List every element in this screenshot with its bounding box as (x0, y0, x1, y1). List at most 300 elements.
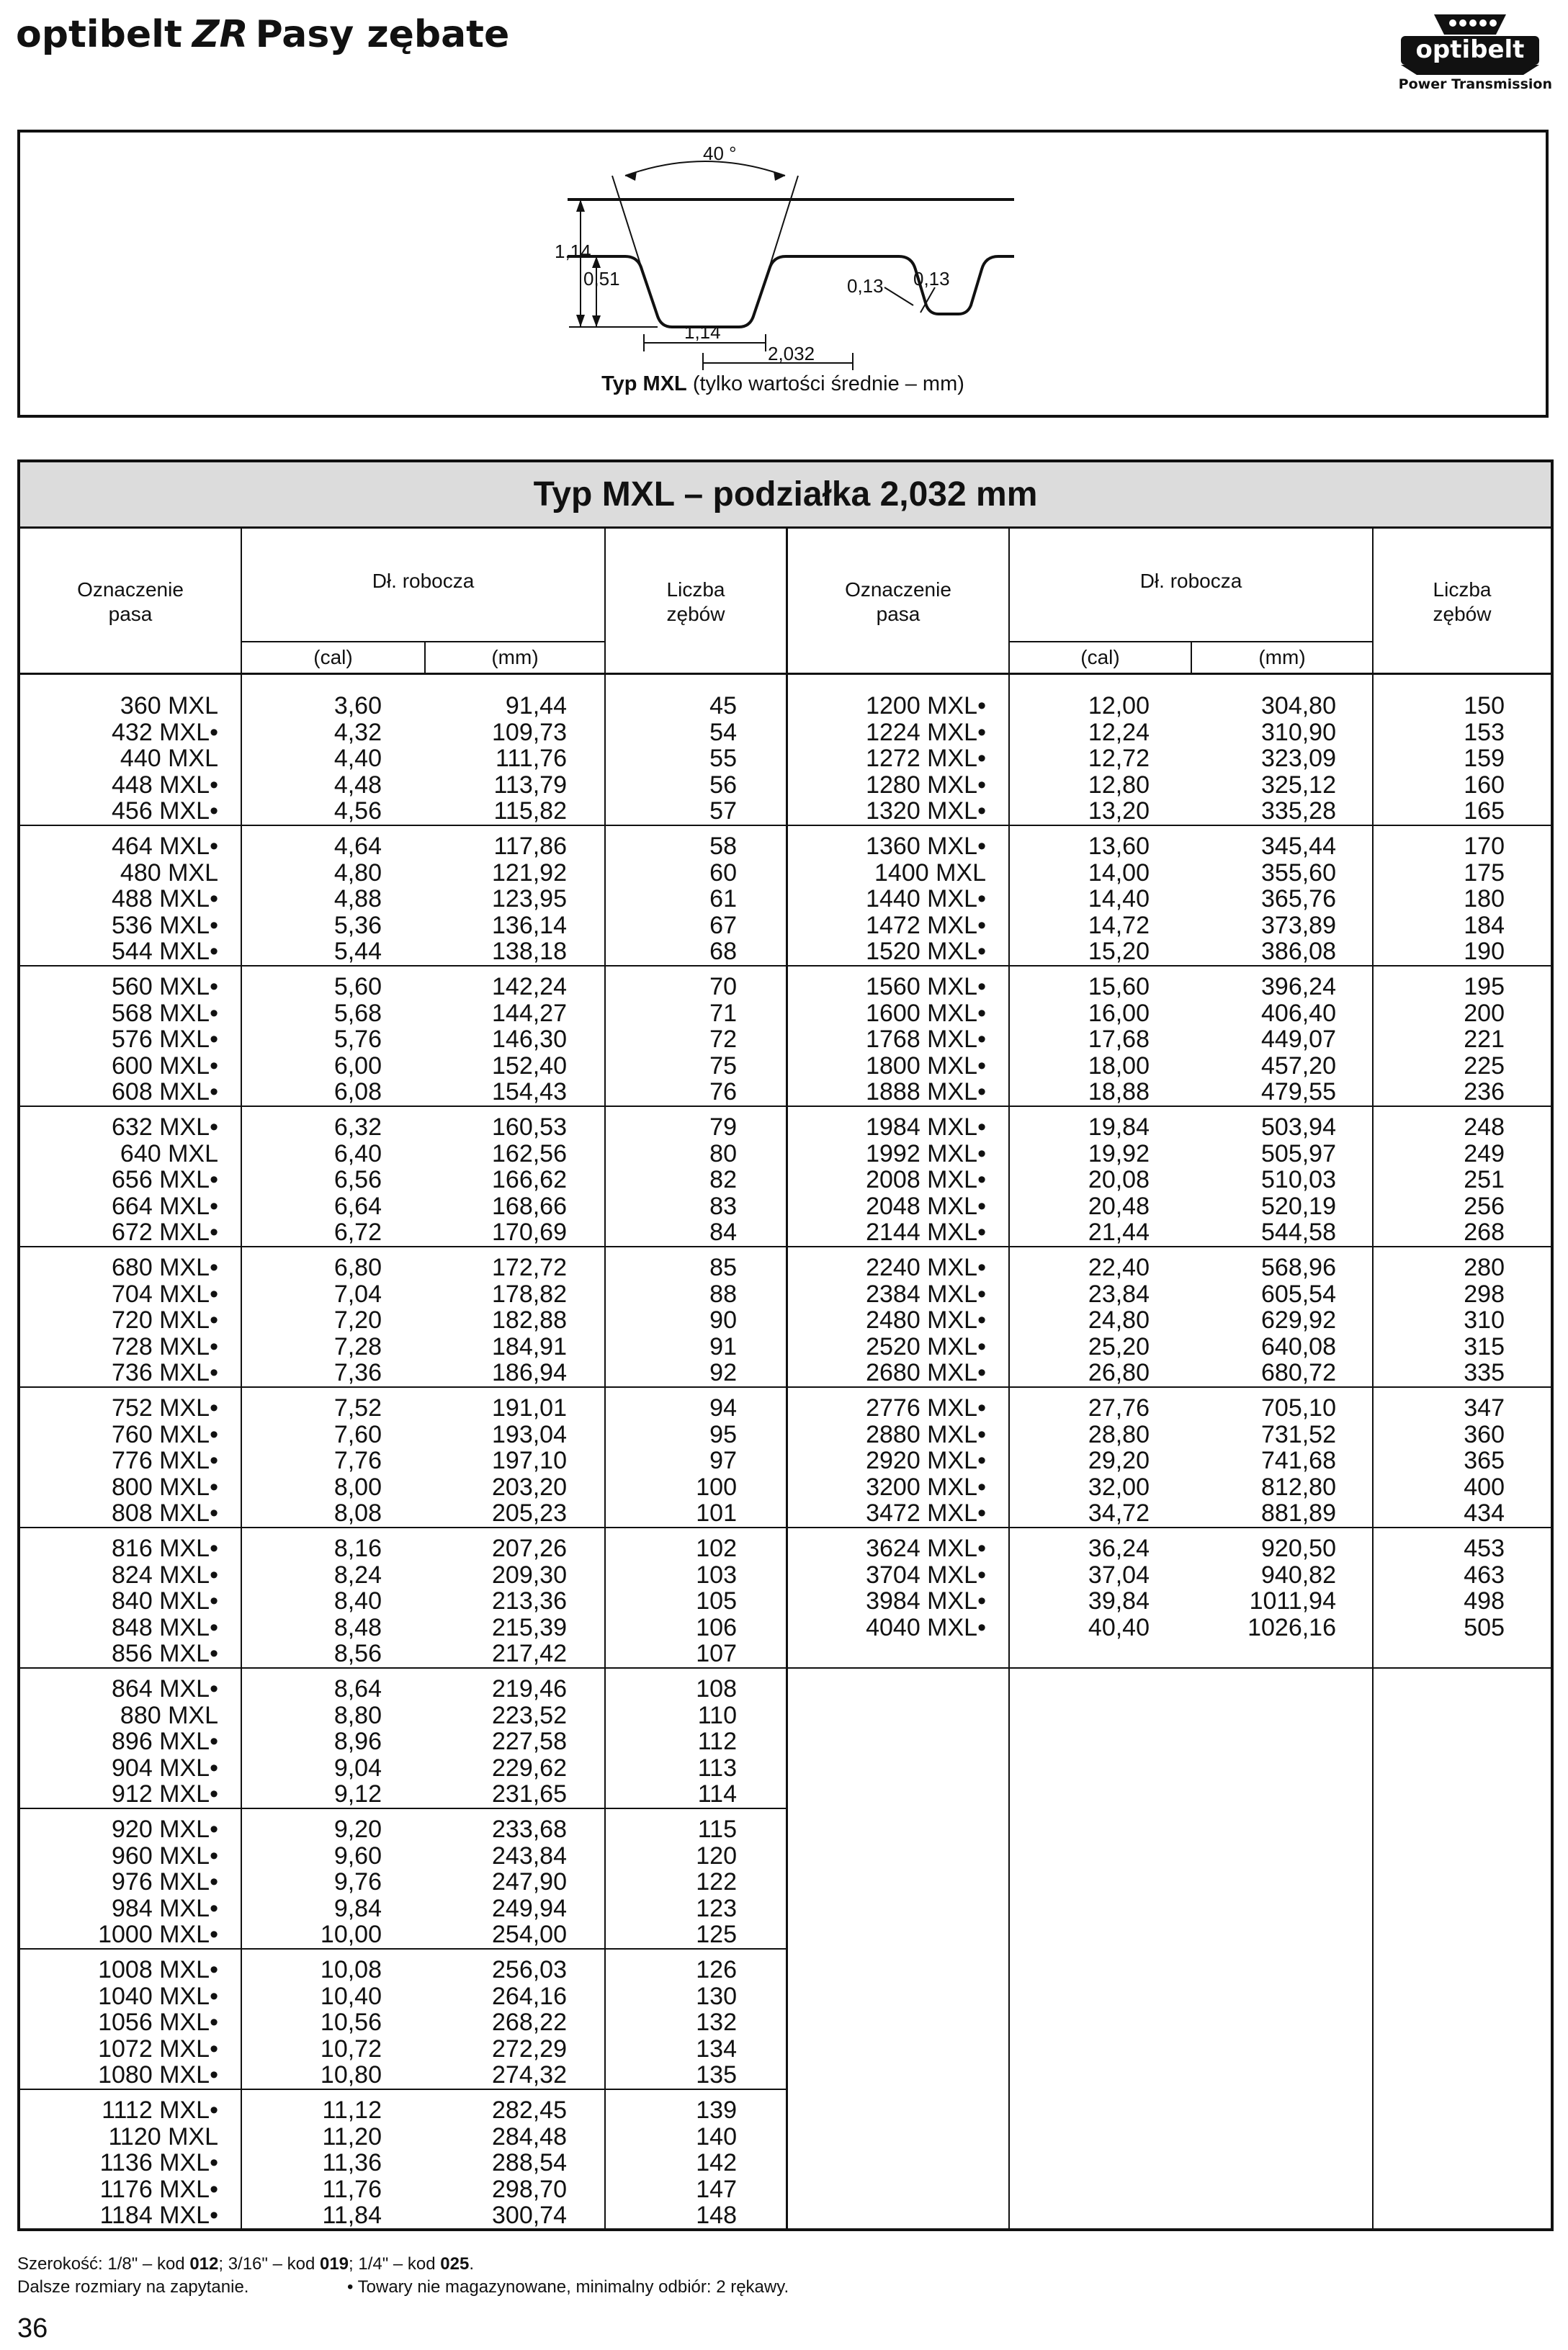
length-mm: 152,40 (492, 1051, 567, 1080)
table-row (20, 1816, 1551, 1842)
length-inches: 5,60 (333, 973, 382, 1000)
header-length-left: Dł. robocza (372, 570, 475, 592)
teeth-count: 120 (696, 1842, 737, 1870)
belt-designation: 536 MXL• (112, 911, 218, 939)
belt-designation: 1080 MXL• (98, 2061, 218, 2089)
length-inches: 9,76 (333, 1868, 382, 1896)
belt-designation: 1280 MXL• (866, 771, 986, 799)
table-row (20, 1255, 1551, 1281)
product-line: ZR (192, 13, 248, 56)
width-note-text-2: ; 3/16" – kod (218, 2254, 320, 2274)
length-inches: 19,92 (1088, 1139, 1150, 1167)
length-mm: 186,94 (492, 1359, 567, 1386)
length-mm: 247,90 (492, 1868, 567, 1896)
length-inches: 18,00 (1088, 1051, 1150, 1080)
length-mm: 264,16 (492, 1982, 567, 2010)
teeth-count: 400 (1464, 1473, 1505, 1501)
group-separator (20, 1948, 786, 1950)
length-mm: 1011,94 (1249, 1587, 1336, 1615)
teeth-count: 298 (1464, 1280, 1505, 1308)
length-mm: 227,58 (492, 1728, 567, 1755)
length-mm: 191,01 (492, 1394, 567, 1422)
length-inches: 9,60 (333, 1842, 382, 1870)
teeth-count: 85 (709, 1254, 737, 1281)
teeth-count: 125 (696, 1921, 737, 1948)
table-row (20, 1474, 1551, 1500)
length-mm: 731,52 (1261, 1420, 1336, 1448)
teeth-count: 134 (696, 2035, 737, 2063)
length-mm: 705,10 (1261, 1394, 1336, 1422)
length-mm: 203,20 (492, 1473, 567, 1501)
teeth-count: 280 (1464, 1254, 1505, 1281)
length-inches: 9,20 (333, 1816, 382, 1843)
header-teeth-right (1374, 578, 1551, 627)
table-row (20, 745, 1551, 771)
length-inches: 12,00 (1088, 692, 1150, 719)
length-inches: 6,32 (333, 1113, 382, 1141)
teeth-count: 113 (697, 1754, 737, 1782)
length-inches: 12,80 (1088, 771, 1150, 799)
length-inches: 12,24 (1088, 718, 1150, 746)
length-inches: 16,00 (1088, 999, 1150, 1027)
belt-designation: 800 MXL• (112, 1473, 218, 1501)
belt-designation: 1008 MXL• (98, 1956, 218, 1983)
table-row (20, 719, 1551, 745)
length-mm: 142,24 (492, 973, 567, 1000)
header-designation-left (20, 578, 241, 627)
length-inches: 4,32 (333, 718, 382, 746)
group-separator (20, 1527, 786, 1528)
header-designation-right (788, 578, 1008, 627)
teeth-count: 55 (709, 745, 737, 772)
belt-designation: 2520 MXL• (866, 1332, 986, 1360)
table-title: Typ MXL – podziałka 2,032 mm (20, 462, 1551, 529)
teeth-count: 115 (697, 1816, 737, 1843)
table-row (20, 1053, 1551, 1079)
table-row (20, 1615, 1551, 1641)
belt-designation: 728 MXL• (112, 1332, 218, 1360)
width-note-text-3: ; 1/4" – kod (349, 2254, 441, 2274)
teeth-count: 147 (696, 2175, 737, 2203)
belt-designation: 2240 MXL• (866, 1254, 986, 1281)
diagram-caption-type: Typ MXL (601, 372, 687, 395)
belt-designation: 576 MXL• (112, 1026, 218, 1053)
teeth-count: 165 (1464, 797, 1505, 825)
belt-designation: 3984 MXL• (866, 1587, 986, 1615)
belt-designation: 1056 MXL• (98, 2009, 218, 2036)
length-mm: 109,73 (492, 718, 567, 746)
belt-designation: 736 MXL• (112, 1359, 218, 1386)
group-separator (20, 2089, 786, 2090)
teeth-count: 83 (709, 1192, 737, 1220)
length-inches: 14,72 (1088, 911, 1150, 939)
length-inches: 5,76 (333, 1026, 382, 1053)
length-mm: 256,03 (492, 1956, 567, 1983)
length-inches: 10,08 (320, 1956, 382, 1983)
teeth-count: 100 (696, 1473, 737, 1501)
length-inches: 4,56 (333, 797, 382, 825)
belt-designation: 816 MXL• (112, 1535, 218, 1562)
angle-label: 40 ° (703, 143, 737, 164)
teeth-count: 84 (709, 1219, 737, 1246)
teeth-count: 102 (696, 1535, 737, 1562)
header-inches-left: (cal) (313, 646, 353, 668)
table-row (20, 2124, 1551, 2150)
teeth-count: 135 (696, 2061, 737, 2089)
length-inches: 13,20 (1088, 797, 1150, 825)
teeth-count: 60 (709, 858, 737, 887)
length-inches: 18,88 (1088, 1078, 1150, 1106)
belt-designation: 760 MXL• (112, 1420, 218, 1448)
belt-designation: 1200 MXL• (866, 692, 986, 719)
teeth-count: 70 (709, 973, 737, 1000)
group-separator (20, 825, 786, 826)
table-row (20, 1562, 1551, 1588)
length-mm: 406,40 (1261, 999, 1336, 1027)
group-separator (788, 965, 1551, 967)
header-designation-line1: Oznaczenie (845, 578, 951, 601)
teeth-count: 61 (709, 885, 737, 912)
teeth-count: 365 (1464, 1447, 1505, 1474)
length-inches: 10,72 (320, 2035, 382, 2063)
length-inches: 36,24 (1088, 1535, 1150, 1562)
length-mm: 170,69 (492, 1219, 567, 1246)
belt-designation: 440 MXL (120, 745, 218, 772)
length-inches: 6,56 (333, 1166, 382, 1193)
belt-size-table (17, 459, 1554, 2231)
belt-designation: 1888 MXL• (866, 1078, 986, 1106)
length-mm: 741,68 (1261, 1447, 1336, 1474)
header-length-right: Dł. robocza (1139, 570, 1242, 592)
teeth-count: 130 (696, 1982, 737, 2010)
group-separator (788, 1246, 1551, 1247)
teeth-count: 225 (1464, 1051, 1505, 1080)
length-mm: 920,50 (1261, 1535, 1336, 1562)
length-mm: 136,14 (492, 911, 567, 939)
length-inches: 4,80 (333, 858, 382, 887)
length-inches: 4,40 (333, 745, 382, 772)
belt-designation: 664 MXL• (112, 1192, 218, 1220)
length-mm: 355,60 (1261, 858, 1336, 887)
table-row (20, 2202, 1551, 2228)
belt-designation: 848 MXL• (112, 1613, 218, 1641)
length-mm: 209,30 (492, 1561, 567, 1589)
teeth-count: 80 (709, 1139, 737, 1167)
belt-designation: 2048 MXL• (866, 1192, 986, 1220)
length-mm: 207,26 (492, 1535, 567, 1562)
belt-designation: 720 MXL• (112, 1306, 218, 1334)
length-inches: 8,40 (333, 1587, 382, 1615)
radius-label-1: 0,13 (847, 275, 884, 297)
belt-designation: 824 MXL• (112, 1561, 218, 1589)
length-mm: 1026,16 (1247, 1613, 1336, 1641)
length-inches: 6,40 (333, 1139, 382, 1167)
teeth-count: 236 (1464, 1078, 1505, 1106)
length-inches: 22,40 (1088, 1254, 1150, 1281)
teeth-count: 71 (709, 999, 737, 1027)
belt-designation: 672 MXL• (112, 1219, 218, 1246)
belt-designation: 3472 MXL• (866, 1499, 986, 1527)
length-mm: 146,30 (492, 1026, 567, 1053)
table-row (20, 1500, 1551, 1526)
group-separator (788, 1106, 1551, 1107)
teeth-count: 97 (709, 1447, 737, 1474)
length-mm: 111,76 (496, 745, 567, 772)
length-mm: 162,56 (492, 1139, 567, 1167)
belt-designation: 856 MXL• (112, 1640, 218, 1667)
length-inches: 8,96 (333, 1728, 382, 1755)
tooth-width-label: 1,14 (684, 321, 721, 343)
length-inches: 4,64 (333, 833, 382, 860)
teeth-count: 221 (1464, 1026, 1505, 1053)
table-row (20, 1921, 1551, 1947)
table-row (20, 1843, 1551, 1869)
table-row (20, 1588, 1551, 1614)
teeth-count: 190 (1464, 938, 1505, 965)
brand-name: optibelt (16, 13, 182, 56)
belt-designation: 3200 MXL• (866, 1473, 986, 1501)
length-mm: 310,90 (1261, 718, 1336, 746)
logo-tagline: Power Transmission (1398, 76, 1552, 92)
header-teeth-line1: Liczba (1433, 578, 1492, 601)
teeth-count: 248 (1464, 1113, 1505, 1141)
group-separator (788, 1667, 1551, 1669)
length-mm: 229,62 (492, 1754, 567, 1782)
belt-designation: 920 MXL• (112, 1816, 218, 1843)
header-mm-right: (mm) (1258, 646, 1306, 668)
teeth-count: 315 (1464, 1332, 1505, 1360)
length-inches: 20,08 (1088, 1166, 1150, 1193)
length-inches: 6,72 (333, 1219, 382, 1246)
belt-designation: 840 MXL• (112, 1587, 218, 1615)
teeth-count: 45 (709, 692, 737, 719)
length-mm: 605,54 (1261, 1280, 1336, 1308)
table-row (20, 1193, 1551, 1219)
table-row (20, 2009, 1551, 2035)
belt-designation: 2480 MXL• (866, 1306, 986, 1334)
teeth-count: 150 (1464, 692, 1505, 719)
group-separator (20, 1246, 786, 1247)
teeth-count: 68 (709, 938, 737, 965)
teeth-count: 123 (696, 1894, 737, 1922)
table-row (20, 1448, 1551, 1474)
length-mm: 123,95 (492, 885, 567, 912)
header-mm-left: (mm) (491, 646, 539, 668)
length-mm: 505,97 (1261, 1139, 1336, 1167)
length-mm: 160,53 (492, 1113, 567, 1141)
belt-designation: 1320 MXL• (866, 797, 986, 825)
length-inches: 32,00 (1088, 1473, 1150, 1501)
length-mm: 386,08 (1261, 938, 1336, 965)
table-row (20, 1167, 1551, 1193)
teeth-count: 148 (696, 2202, 737, 2229)
table-row (20, 2176, 1551, 2202)
table-row (20, 974, 1551, 1000)
group-separator (20, 1808, 786, 1809)
belt-designation: 1440 MXL• (866, 885, 986, 912)
logo-emblem-icon (1386, 10, 1554, 76)
length-inches: 34,72 (1088, 1499, 1150, 1527)
length-inches: 21,44 (1088, 1219, 1150, 1246)
length-mm: 345,44 (1261, 833, 1336, 860)
table-row (20, 2062, 1551, 2088)
teeth-count: 463 (1464, 1561, 1505, 1589)
belt-designation: 960 MXL• (112, 1842, 218, 1870)
length-inches: 14,40 (1088, 885, 1150, 912)
length-mm: 335,28 (1261, 797, 1336, 825)
belt-designation: 456 MXL• (112, 797, 218, 825)
page-title (16, 13, 509, 56)
teeth-count: 94 (709, 1394, 737, 1422)
pitch-label: 2,032 (768, 343, 815, 364)
length-inches: 40,40 (1088, 1613, 1150, 1641)
footnote-line-2 (17, 2276, 789, 2299)
length-mm: 115,82 (493, 797, 567, 825)
table-row (20, 1676, 1551, 1702)
teeth-count: 132 (696, 2009, 737, 2036)
belt-designation: 2008 MXL• (866, 1166, 986, 1193)
more-sizes-note: Dalsze rozmiary na zapytanie. (17, 2277, 249, 2297)
belt-designation: 2880 MXL• (866, 1420, 986, 1448)
length-mm: 197,10 (492, 1447, 567, 1474)
length-mm: 282,45 (492, 2096, 567, 2124)
length-mm: 113,79 (493, 771, 567, 799)
length-inches: 7,60 (333, 1420, 382, 1448)
teeth-count: 268 (1464, 1219, 1505, 1246)
length-mm: 680,72 (1261, 1359, 1336, 1386)
belt-designation: 1360 MXL• (866, 833, 986, 860)
group-separator (20, 965, 786, 967)
length-mm: 182,88 (492, 1306, 567, 1334)
teeth-count: 67 (709, 911, 737, 939)
belt-designation: 608 MXL• (112, 1078, 218, 1106)
length-mm: 298,70 (492, 2175, 567, 2203)
table-row (20, 693, 1551, 719)
length-mm: 168,66 (492, 1192, 567, 1220)
teeth-count: 91 (709, 1332, 737, 1360)
table-row (20, 860, 1551, 886)
length-mm: 449,07 (1261, 1026, 1336, 1053)
table-row (20, 798, 1551, 824)
length-mm: 300,74 (492, 2202, 567, 2229)
belt-designation: 1984 MXL• (866, 1113, 986, 1141)
length-mm: 365,76 (1261, 885, 1336, 912)
length-inches: 5,68 (333, 999, 382, 1027)
group-separator (788, 1527, 1551, 1528)
non-stock-note: • Towary nie magazynowane, minimalny odbiór: 2 rękawy. (347, 2277, 789, 2297)
diagram-caption-note: (tylko wartości średnie – mm) (686, 372, 964, 395)
belt-designation: 912 MXL• (112, 1780, 218, 1808)
teeth-count: 72 (709, 1026, 737, 1053)
length-mm: 205,23 (492, 1499, 567, 1527)
length-inches: 10,56 (320, 2009, 382, 2036)
teeth-count: 310 (1464, 1306, 1505, 1334)
footnotes (17, 2253, 789, 2299)
mxl-tooth-profile-drawing (20, 133, 1551, 370)
depth-label: 0,51 (583, 268, 620, 290)
teeth-count: 112 (697, 1728, 737, 1755)
length-inches: 10,40 (320, 1982, 382, 2010)
header-teeth-line1: Liczba (666, 578, 725, 601)
length-inches: 10,00 (320, 1921, 382, 1948)
table-row (20, 1281, 1551, 1307)
table-row (20, 1781, 1551, 1807)
teeth-count: 88 (709, 1280, 737, 1308)
belt-designation: 4040 MXL• (866, 1613, 986, 1641)
length-mm: 373,89 (1261, 911, 1336, 939)
length-inches: 8,64 (333, 1675, 382, 1703)
group-separator (20, 1667, 786, 1669)
teeth-count: 140 (696, 2122, 737, 2151)
length-inches: 19,84 (1088, 1113, 1150, 1141)
belt-designation: 1472 MXL• (866, 911, 986, 939)
table-row (20, 1219, 1551, 1245)
belt-designation: 1224 MXL• (866, 718, 986, 746)
teeth-count: 75 (709, 1051, 737, 1080)
length-inches: 15,60 (1088, 973, 1150, 1000)
teeth-count: 249 (1464, 1139, 1505, 1167)
length-mm: 223,52 (492, 1701, 567, 1729)
length-inches: 6,00 (333, 1051, 382, 1080)
length-mm: 193,04 (492, 1420, 567, 1448)
teeth-count: 107 (696, 1640, 737, 1667)
teeth-count: 142 (696, 2149, 737, 2176)
group-separator (20, 1106, 786, 1107)
belt-designation: 360 MXL (120, 692, 218, 719)
length-mm: 219,46 (492, 1675, 567, 1703)
belt-designation: 864 MXL• (112, 1675, 218, 1703)
length-inches: 9,84 (333, 1894, 382, 1922)
teeth-count: 335 (1464, 1359, 1505, 1386)
length-inches: 6,64 (333, 1192, 382, 1220)
length-inches: 10,80 (320, 2061, 382, 2089)
belt-designation: 3624 MXL• (866, 1535, 986, 1562)
length-inches: 11,84 (322, 2202, 382, 2229)
table-row (20, 1422, 1551, 1448)
length-inches: 7,76 (333, 1447, 382, 1474)
length-inches: 11,36 (322, 2149, 382, 2176)
length-mm: 323,09 (1261, 745, 1336, 772)
belt-designation: 488 MXL• (112, 885, 218, 912)
length-inches: 27,76 (1088, 1394, 1150, 1422)
belt-designation: 808 MXL• (112, 1499, 218, 1527)
length-inches: 7,20 (333, 1306, 382, 1334)
page-header (16, 10, 1554, 97)
teeth-count: 160 (1464, 771, 1505, 799)
teeth-count: 105 (696, 1587, 737, 1615)
table-row (20, 1307, 1551, 1333)
belt-designation: 1120 MXL (108, 2122, 218, 2151)
table-row (20, 1395, 1551, 1421)
belt-designation: 1992 MXL• (866, 1139, 986, 1167)
group-separator (788, 1386, 1551, 1388)
length-inches: 25,20 (1088, 1332, 1150, 1360)
length-mm: 233,68 (492, 1816, 567, 1843)
teeth-count: 170 (1464, 833, 1505, 860)
length-mm: 812,80 (1261, 1473, 1336, 1501)
table-row (20, 1896, 1551, 1921)
belt-designation: 640 MXL (120, 1139, 218, 1167)
teeth-count: 56 (709, 771, 737, 799)
belt-designation: 1112 MXL• (102, 2096, 218, 2124)
width-note-text-4: . (469, 2254, 475, 2274)
radius-label-2: 0,13 (913, 268, 950, 290)
length-inches: 11,20 (322, 2122, 382, 2151)
length-inches: 7,36 (333, 1359, 382, 1386)
tooth-profile-diagram (17, 130, 1549, 418)
teeth-count: 153 (1464, 718, 1505, 746)
length-inches: 26,80 (1088, 1359, 1150, 1386)
